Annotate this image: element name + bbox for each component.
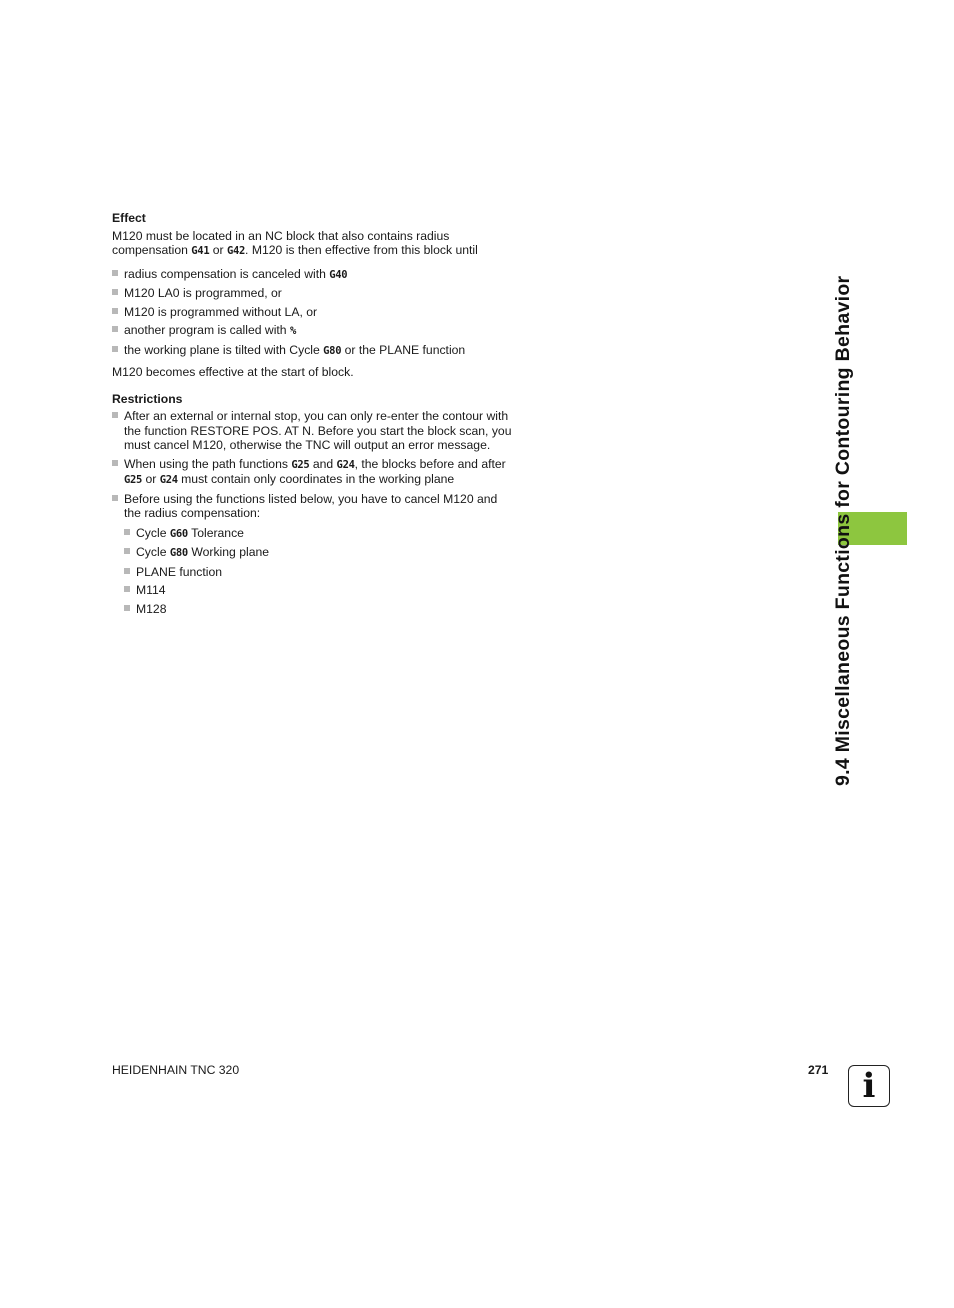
text: must contain only coordinates in the working plane <box>177 472 455 486</box>
square-bullet-icon <box>112 495 118 501</box>
page-number: 271 <box>808 1063 829 1077</box>
text: When using the path functions <box>124 456 292 471</box>
sub-list-item <box>124 545 512 561</box>
list-item <box>112 286 512 301</box>
effect-list <box>112 267 512 359</box>
square-bullet-icon <box>112 460 118 466</box>
text: Cycle <box>136 525 170 540</box>
code-g80: G80 <box>169 547 188 559</box>
list-item <box>112 409 512 453</box>
square-bullet-icon <box>112 346 118 352</box>
code-g42: G42 <box>226 245 246 257</box>
effect-heading: Effect <box>112 211 146 225</box>
text: or <box>142 472 160 486</box>
sub-list-item <box>124 602 512 617</box>
text: M120 must be located in an NC block that also contains radius compensation <box>112 228 450 257</box>
text: M120 LA0 is programmed, or <box>124 286 282 300</box>
effect-intro <box>112 229 512 259</box>
main-content <box>112 211 512 620</box>
list-item <box>112 343 512 359</box>
code-g80: G80 <box>323 344 342 357</box>
square-bullet-icon <box>124 548 130 554</box>
text: Working plane <box>187 545 270 559</box>
text: or the PLANE function <box>341 342 466 357</box>
list-item <box>112 323 512 339</box>
code-g25: G25 <box>124 474 143 486</box>
square-bullet-icon <box>112 270 118 276</box>
square-bullet-icon <box>124 586 130 592</box>
square-bullet-icon <box>112 326 118 332</box>
text: Before using the functions listed below, you have to cancel M120 and the radius compensation: <box>124 491 498 520</box>
text: PLANE function <box>136 564 223 579</box>
square-bullet-icon <box>112 412 118 418</box>
sub-list-item <box>124 526 512 542</box>
square-bullet-icon <box>112 308 118 314</box>
text: and <box>309 456 337 471</box>
list-item <box>112 267 512 283</box>
list-item <box>112 305 512 320</box>
text: , the blocks before and after <box>354 456 506 471</box>
code-g41: G41 <box>191 245 210 257</box>
sub-list-item <box>124 583 512 598</box>
square-bullet-icon <box>124 529 130 535</box>
code-g24: G24 <box>159 474 178 486</box>
text: another program is called with <box>124 323 290 337</box>
list-item <box>112 492 512 617</box>
square-bullet-icon <box>124 605 130 611</box>
text: or <box>209 243 227 257</box>
restrictions-section <box>112 392 512 617</box>
text: After an external or internal stop, you can only re-enter the contour with the function RESTORE POS. AT N. Before you start the block scan, you must cancel M120, otherwise the TNC will output an error message. <box>124 409 512 452</box>
text: . M120 is then effective from this block until <box>245 243 478 257</box>
sub-list-item <box>124 565 512 580</box>
text: radius compensation is canceled with <box>124 266 330 281</box>
section-title-vertical: 9.4 Miscellaneous Functions for Contouring Behavior <box>832 275 854 786</box>
code-g24: G24 <box>336 458 355 471</box>
text: Cycle <box>136 545 170 559</box>
footer-manual-title: HEIDENHAIN TNC 320 <box>112 1063 240 1077</box>
effect-outro: M120 becomes effective at the start of block. <box>112 365 354 379</box>
code-percent: % <box>289 325 296 337</box>
square-bullet-icon <box>112 289 118 295</box>
sub-list <box>124 526 512 617</box>
square-bullet-icon <box>124 568 130 574</box>
text: M128 <box>136 601 167 616</box>
text: M114 <box>136 583 166 597</box>
list-item <box>112 457 512 488</box>
code-g40: G40 <box>329 268 348 281</box>
text: Tolerance <box>187 525 244 540</box>
restrictions-list <box>112 409 512 616</box>
text: M120 is programmed without LA, or <box>124 304 318 319</box>
text: the working plane is tilted with Cycle <box>124 342 324 357</box>
restrictions-heading: Restrictions <box>112 391 183 406</box>
code-g25: G25 <box>291 458 310 471</box>
code-g60: G60 <box>169 527 188 540</box>
info-icon: i <box>848 1065 890 1107</box>
